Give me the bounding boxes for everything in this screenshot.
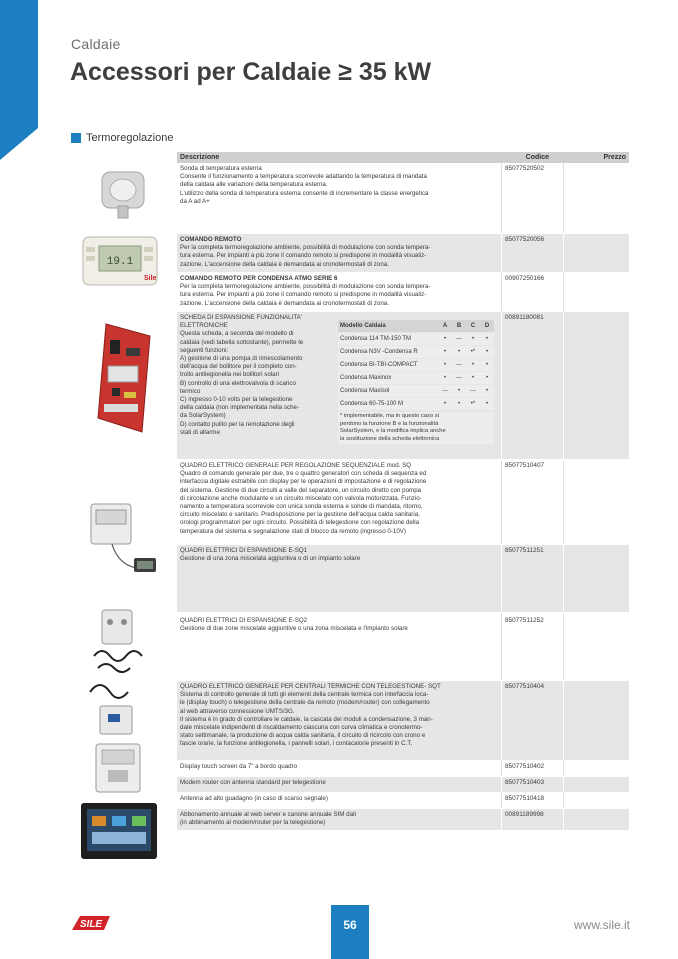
model-cell: •	[480, 359, 494, 371]
row-line: le (display touch) o telegestione della centrale da remoto (modem/router) con collegamento	[180, 699, 430, 707]
table-row	[177, 312, 629, 460]
product-price	[563, 681, 629, 760]
touch-display-image	[80, 802, 158, 860]
svg-text:Sile: Sile	[144, 275, 157, 282]
table-row	[177, 761, 629, 777]
page-number: 56	[331, 905, 369, 959]
model-cell: •	[480, 385, 494, 397]
product-price	[563, 613, 629, 680]
product-code: 00907250166	[501, 273, 563, 311]
model-cell: •	[438, 346, 452, 358]
model-cell: •	[452, 398, 466, 410]
row-line: tura esterna. Per impianti a più zone il comando remoto si predispone in modalità visualiz-	[180, 252, 427, 260]
category-label: Caldaie	[71, 36, 121, 52]
model-cell: ---	[452, 372, 466, 384]
product-code: 85077520056	[501, 234, 563, 272]
model-cell: •	[438, 372, 452, 384]
row-line: namento a temperatura scorrevole con unica sonda esterna e sonde di mandata, ritorno,	[180, 503, 423, 511]
table-row	[177, 234, 629, 273]
outdoor-sensor-image	[92, 164, 154, 222]
note-line: * implementabile, ma in questo caso si	[340, 413, 439, 419]
row-line: QUADRI ELETTRICI DI ESPANSIONE E-SQ1	[180, 547, 308, 554]
model-cell: •	[438, 333, 452, 345]
row-line: ELETTRONICHE	[180, 322, 228, 330]
table-row	[177, 613, 629, 681]
product-code: 85077510407	[501, 460, 563, 544]
row-line: termico	[180, 387, 201, 395]
model-name: Condensa BI-TBI-COMPACT	[338, 359, 438, 371]
product-code: 85077510404	[501, 681, 563, 760]
section-label: Termoregolazione	[86, 132, 174, 144]
model-row	[338, 333, 494, 345]
row-line: L'utilizzo della sonda di temperatura esterna consente di incrementare la classe energetica	[180, 189, 429, 197]
product-price	[563, 273, 629, 311]
model-cell: •	[452, 385, 466, 397]
accessories-table	[177, 152, 629, 827]
row-line: Il sistema è in grado di controllare le caldaie, la cascata dei moduli a condensazione, 3 man-	[180, 715, 433, 723]
model-cell: •	[466, 359, 480, 371]
row-line: della caldaia (non implementata nella sche-	[180, 404, 300, 412]
product-price	[563, 312, 629, 459]
row-line: della caldaia alle variazioni della temperatura esterna.	[180, 181, 328, 189]
product-code: 85077510418	[501, 793, 563, 808]
row-line: interfaccia digitale estraibile con display per le operazioni di impostazione e di regolazione	[180, 478, 427, 486]
remote-control-image	[82, 235, 158, 287]
model-table-note	[338, 412, 494, 444]
remote-display-value: 19.1	[106, 256, 134, 268]
product-price	[563, 163, 629, 233]
row-line: tura esterna. Per impianti a più zone il comando remoto si predispone in modalità visualiz-	[180, 291, 427, 299]
row-line: Antenna ad alto guadagno (in caso di scarso segnale)	[180, 795, 328, 802]
sile-logo	[70, 912, 114, 934]
model-name: Condensa 114 TM-150 TM	[338, 333, 438, 345]
row-line: temperatura del sistema e segnalazione stati di blocco da remoto (ingresso 0-10V)	[180, 527, 406, 535]
boiler-model-table	[338, 320, 494, 444]
model-cell: •	[466, 372, 480, 384]
note-line: la sostituzione della scheda elettronica	[340, 435, 440, 442]
row-line: (in abbinamento al modem/router per la telegestione)	[180, 819, 326, 827]
model-table-header	[338, 320, 494, 332]
section-square-icon	[71, 133, 81, 143]
model-row	[338, 359, 494, 371]
row-line: al web attraverso connessione UMTS/3G.	[180, 707, 295, 715]
section-heading	[71, 132, 173, 144]
row-line: stati di allarme	[180, 428, 220, 436]
product-code: 85077511251	[501, 545, 563, 612]
row-line: date miscelate indipendenti di riscaldamento ciascuna con curva climatica e cronotermo-	[180, 724, 423, 732]
model-header-d: D	[480, 320, 494, 332]
product-code: 85077511252	[501, 613, 563, 680]
model-cell: •	[466, 333, 480, 345]
page-title: Accessori per Caldaie ≥ 35 kW	[70, 58, 432, 86]
model-header-label: Modello Caldaia	[338, 320, 438, 332]
row-line: Consente il funzionamento a temperatura scorrevole adattando la temperatura di mandata	[180, 173, 427, 181]
row-line: Per la completa termoregolazione ambiente, possibilità di modulazione con sonda tempera-	[180, 244, 431, 252]
table-row	[177, 793, 629, 809]
product-price	[563, 234, 629, 272]
note-line: perdono la funzione B e la funzionalità	[340, 420, 439, 427]
table-row	[177, 809, 629, 831]
model-name: Condensa N3V -Condensa R	[338, 346, 438, 358]
row-line: stato settimanale, la produzione di acqua calda sanitaria, il circuito di ricircolo con crono e	[180, 732, 426, 740]
model-cell: •	[438, 359, 452, 371]
model-cell: ---	[438, 385, 452, 397]
row-line: del sistema. Gestione di due circuiti a valle del separatore, un circuito diretto con pompa	[180, 486, 422, 494]
row-line: dell'acqua del bollitore per il completo con-	[180, 363, 297, 371]
row-line: SCHEDA DI ESPANSIONE FUNZIONALITA'	[180, 314, 302, 321]
row-line: A) gestione di una pompa di rimescolamento	[180, 355, 303, 363]
model-name: Condensa Maxisol	[338, 385, 438, 397]
product-price	[563, 545, 629, 612]
model-cell: •	[480, 346, 494, 358]
model-cell: •	[438, 398, 452, 410]
row-line: circuito miscelato e sanitario. Predisposizione per la gestione dell'acqua calda sanitaria,	[180, 511, 420, 519]
table-row	[177, 460, 629, 545]
product-code: 85077510403	[501, 777, 563, 792]
row-line: orologi programmatori per ogni circuito. Possibilità di telegestione con regolazione della	[180, 519, 420, 527]
note-line: SolarSystem, e la modifica implica anche	[340, 428, 446, 435]
row-line: Per la completa termoregolazione ambiente, possibilità di modulazione con sonda tempera-	[180, 283, 431, 291]
product-price	[563, 460, 629, 544]
sq-panel-image	[88, 500, 158, 578]
model-header-b: B	[452, 320, 466, 332]
model-name: Condensa 60-75-100 M	[338, 398, 438, 410]
row-line: QUADRO ELETTRICO GENERALE PER REGOLAZIONE SEQUENZIALE mod. SQ	[180, 462, 412, 469]
header-price: Prezzo	[603, 154, 626, 161]
model-row	[338, 398, 494, 410]
model-row	[338, 385, 494, 397]
row-line: Display touch screen da 7" a bordo quadro	[180, 763, 298, 770]
product-price	[563, 809, 629, 830]
product-price	[563, 793, 629, 808]
model-name: Condensa Maxinox	[338, 372, 438, 384]
row-line: fascie orarie, la funzione antilegionella, i pannelli solari, i contacalorie presenti in C.T.	[180, 740, 413, 748]
row-line: B) controllo di una elettrovalvola di scarico	[180, 379, 296, 387]
model-cell: ---	[452, 359, 466, 371]
row-line: seguenti funzioni:	[180, 346, 229, 354]
model-row	[338, 372, 494, 384]
model-cell: ---	[452, 333, 466, 345]
model-cell: •	[480, 398, 494, 410]
row-line: Sonda di temperatura esterna	[180, 165, 262, 172]
row-line: Sistema di controllo generale di tutti gli elementi della centrale termica con interfaccia loca-	[180, 691, 429, 699]
product-price	[563, 761, 629, 776]
expansion-board-image	[96, 318, 154, 438]
header-code: Codice	[525, 154, 549, 161]
row-line: Questa scheda, a seconda del modello di	[180, 330, 294, 338]
model-cell: •*	[466, 398, 480, 410]
sqt-panel-image	[94, 742, 142, 794]
row-line: QUADRI ELETTRICI DI ESPANSIONE E-SQ2	[180, 617, 308, 624]
model-cell: •	[480, 333, 494, 345]
row-line: zazione. L'accensione della caldaia è demandata ai cronotermostati di zona.	[180, 260, 389, 268]
product-code: 85077510402	[501, 761, 563, 776]
row-line: C) ingresso 0-10 volts per la telegestione	[180, 396, 293, 404]
corner-accent-tip	[0, 128, 38, 160]
product-code: 00891189998	[501, 809, 563, 830]
row-line: Abbonamento annuale al web server e canone annuale SIM dati	[180, 811, 357, 818]
model-cell: •	[480, 372, 494, 384]
logo-text: SILE	[79, 919, 103, 930]
row-line: da A ad A+	[180, 197, 210, 205]
header-description: Descrizione	[180, 154, 220, 161]
row-line: da SolarSystem)	[180, 412, 226, 420]
row-line: Quadro di comando generale per due, tre o quattro generatori con scheda di sequenza ed	[180, 470, 427, 478]
row-line: D) contatto pulito per la remotazione degli	[180, 420, 295, 428]
row-title: COMANDO REMOTO	[180, 236, 242, 243]
row-line: QUADRO ELETTRICO GENERALE PER CENTRALI TERMICHE CON TELEGESTIONE- SQT	[180, 683, 441, 690]
product-code: 00891180081	[501, 312, 563, 459]
corner-accent	[0, 0, 38, 128]
model-cell: •*	[466, 346, 480, 358]
row-line: Modem router con antenna standard per telegestione	[180, 779, 326, 786]
table-row	[177, 777, 629, 793]
row-line: Gestione di una zona miscelata aggiuntiva o di un impianto solare	[180, 555, 361, 563]
model-cell: •	[452, 346, 466, 358]
model-header-a: A	[438, 320, 452, 332]
row-line: zazione. L'accensione della caldaia è demandata ai cronotermostati di zona.	[180, 299, 389, 307]
row-line: trollo antilegionella nei bollitori solari	[180, 371, 280, 379]
table-row	[177, 681, 629, 761]
table-row	[177, 273, 629, 312]
table-row	[177, 545, 629, 613]
sqt-cables-image	[86, 676, 148, 738]
esq-expansion-image	[88, 608, 148, 676]
table-row	[177, 163, 629, 234]
model-row	[338, 346, 494, 358]
row-line: caldaia (vedi tabella sottostante), permette le	[180, 338, 304, 346]
row-title: COMANDO REMOTO PER CONDENSA ATMO SERIE 6	[180, 275, 338, 282]
product-code: 85077520502	[501, 163, 563, 233]
table-header	[177, 152, 629, 163]
row-line: Gestione di due zone miscelate aggiuntive o una zona miscelata e l'impianto solare	[180, 625, 408, 633]
model-header-c: C	[466, 320, 480, 332]
row-line: di circolazione anche modulante e un circuito miscelato con valvola motorizzata. Funzio-	[180, 494, 422, 502]
product-price	[563, 777, 629, 792]
model-cell: ---	[466, 385, 480, 397]
website-link[interactable]: www.sile.it	[573, 918, 630, 932]
